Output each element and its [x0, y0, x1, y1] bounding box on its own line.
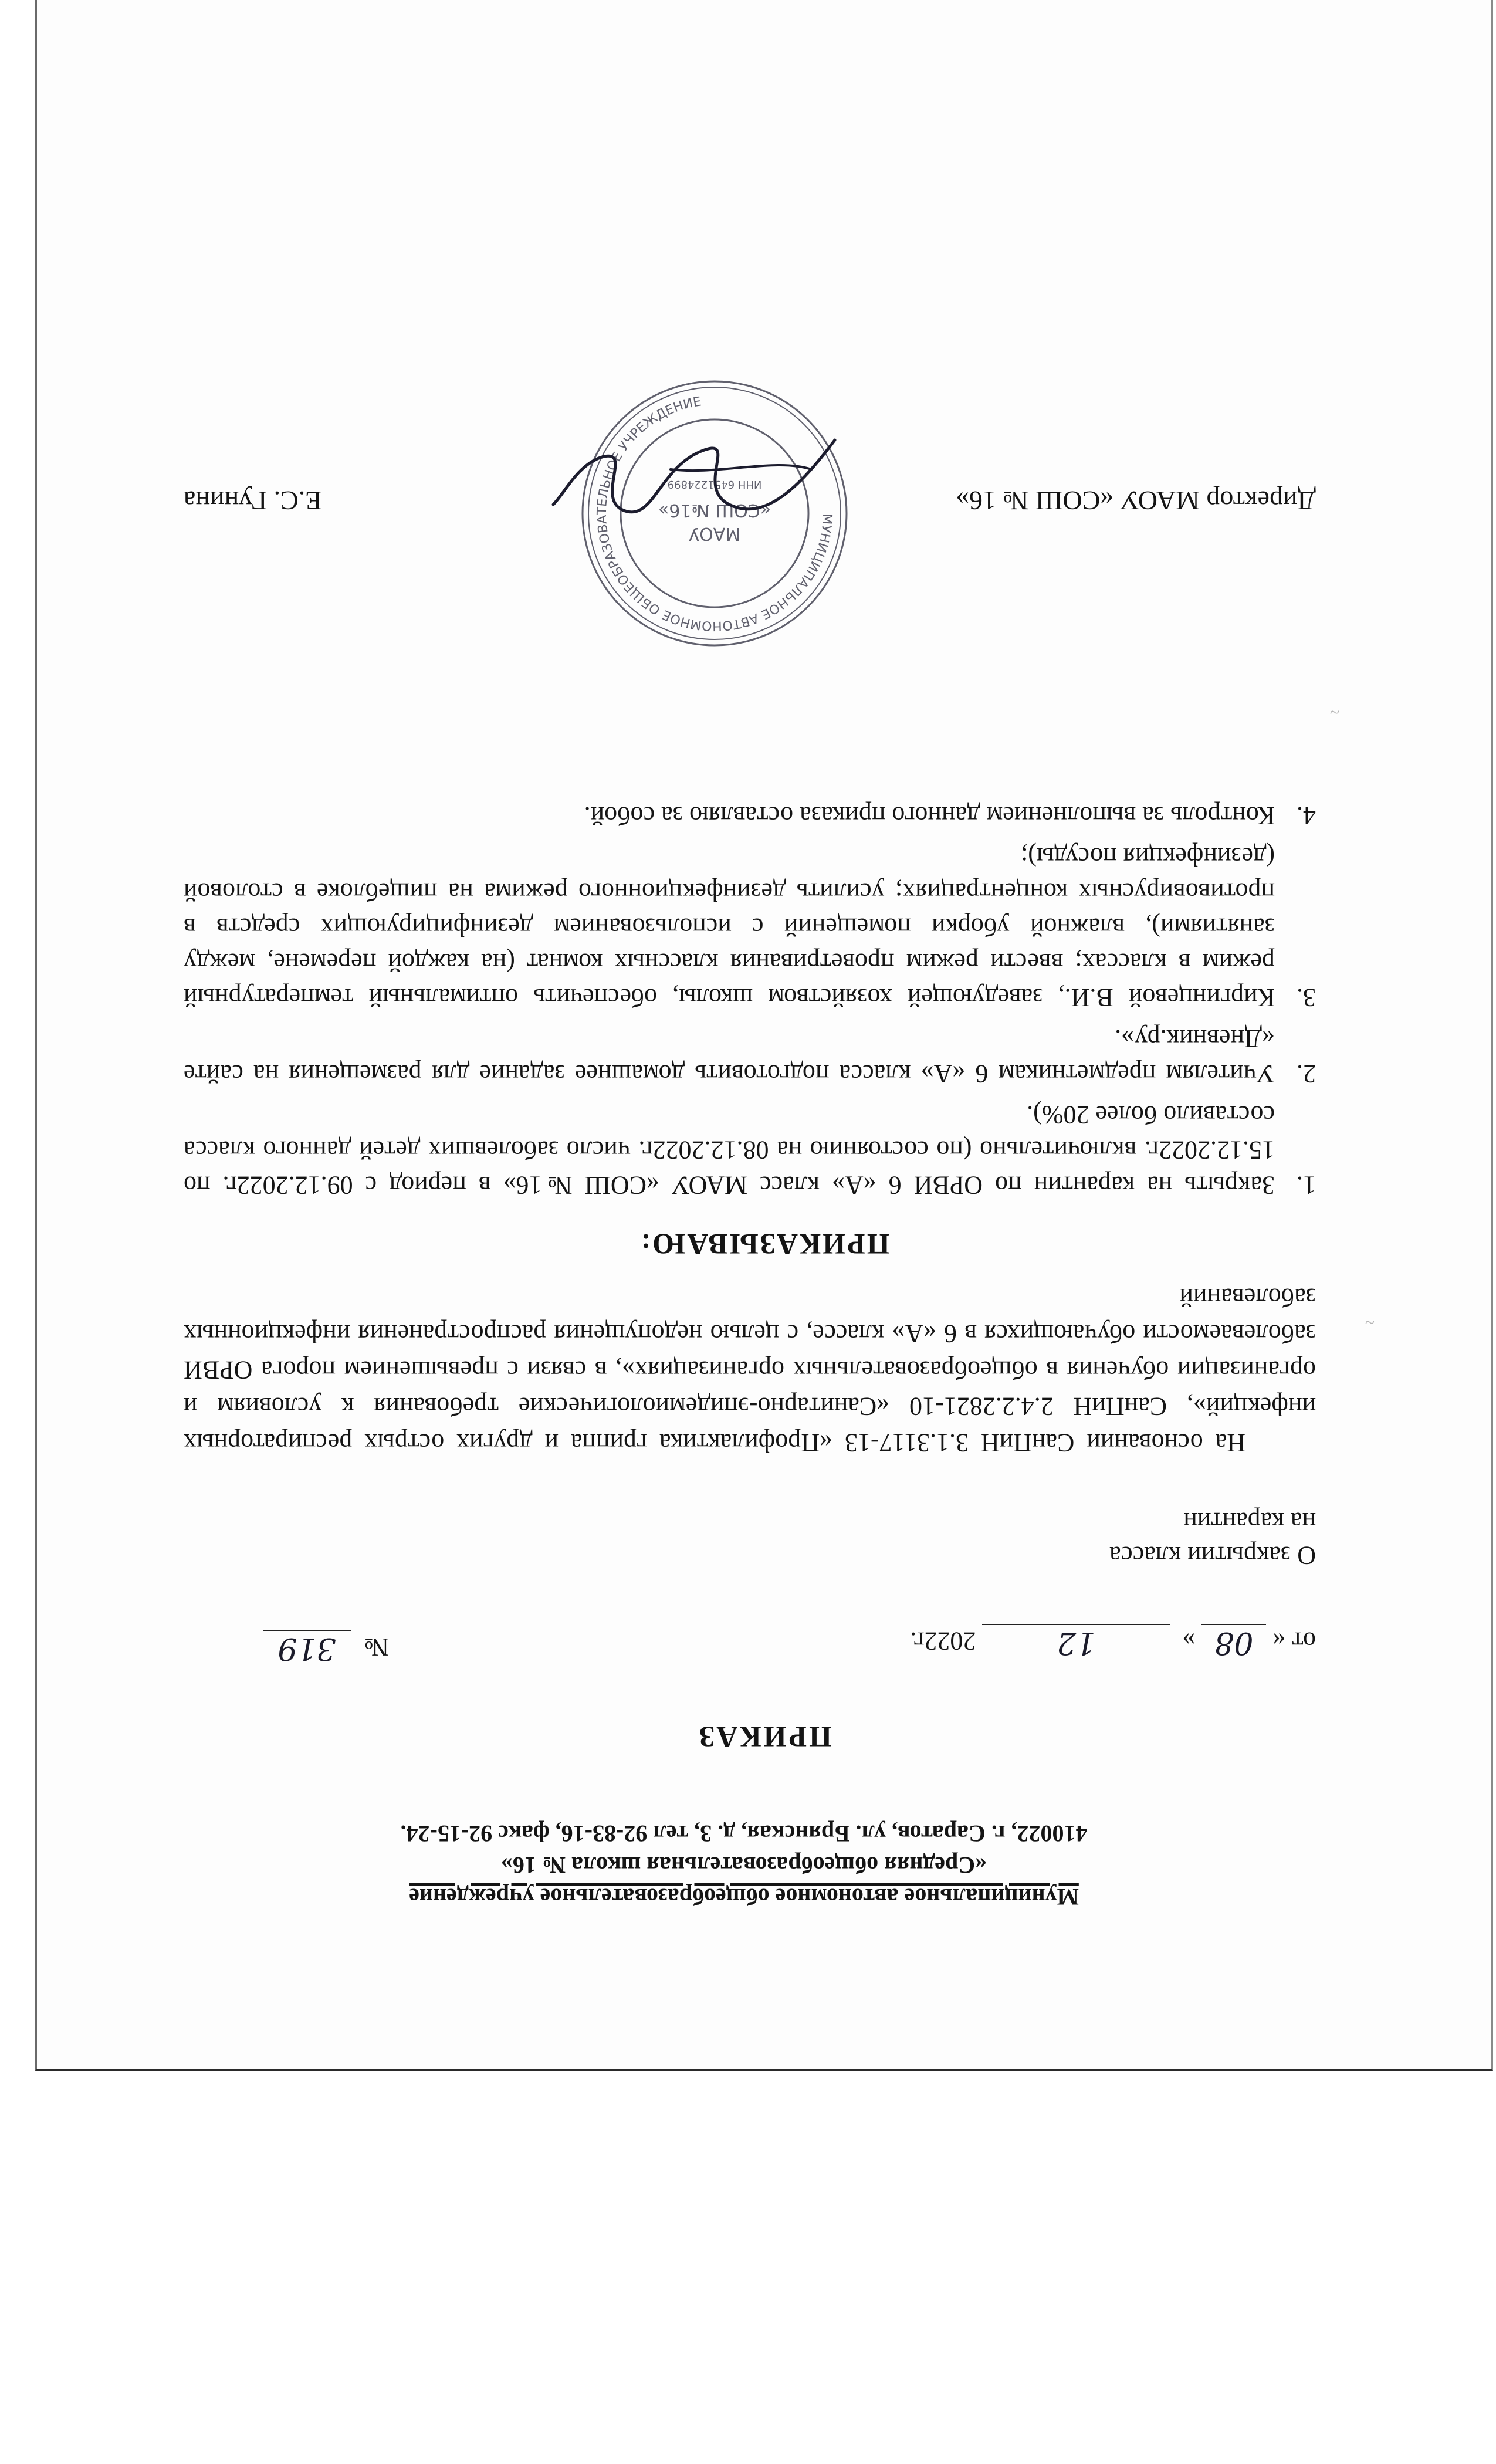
number-value: 319 — [263, 1630, 351, 1666]
number-prefix: № — [364, 1633, 389, 1661]
order-items — [184, 792, 1316, 1203]
item-text: Учителям предметникам 6 «А» класса подготовить домашнее задание для размещения на сайте «Дневник.ру». — [184, 1024, 1275, 1088]
stamp-ring-text: МУНИЦИПАЛЬНОЕ АВТОНОМНОЕ ОБЩЕОБРАЗОВАТЕЛЬНОЕ УЧРЕЖДЕНИЕ — [594, 394, 835, 634]
item-text: Контроль за выполнением данного приказа оставляю за собой. — [584, 801, 1275, 830]
date-sep: » — [1182, 1627, 1196, 1656]
item-number: 4. — [1297, 801, 1316, 830]
order-item — [184, 1021, 1316, 1091]
preamble-paragraph — [184, 1279, 1316, 1461]
letterhead — [319, 1817, 1169, 1913]
date-year: 2022г. — [910, 1627, 976, 1656]
scanned-sheet — [35, 0, 1493, 2071]
order-date — [910, 1624, 1316, 1660]
signer-role: Директор МАОУ «СОШ № 16» — [956, 486, 1316, 516]
letterhead-line-2: «Средняя общеобразовательная школа № 16» — [500, 1852, 987, 1879]
item-number: 3. — [1297, 983, 1316, 1012]
handwritten-signature — [541, 405, 847, 557]
order-subject — [1109, 1504, 1316, 1572]
scan-artifact: ~ — [1365, 1312, 1375, 1332]
date-prefix: от « — [1272, 1627, 1316, 1656]
upside-down-content — [37, 0, 1492, 2071]
letterhead-line-1: Муниципальное автономное общеобразовательное учреждение — [409, 1884, 1079, 1910]
preamble-text: На основании СанПиН 3.1.3117-13 «Профилактика гриппа и других острых респираторных инфекций», СанПиН 2.4.2.2821-10 «Санитарно-эпидемиологические требования к условиям и организации обучения в общеобразовательных организациях», в связи с превышением порога ОРВИ заболеваемости обучающихся в 6 «А» классе, с целью недопущения распространения инфекционных заболеваний — [184, 1283, 1316, 1457]
scan-artifact: ~ — [1329, 702, 1339, 722]
document-title: ПРИКАЗ — [697, 1721, 832, 1754]
order-heading: ПРИКАЗЫВАЮ: — [639, 1228, 890, 1261]
subject-line-2: на карантин — [1183, 1507, 1316, 1536]
stamp-center-2: «СОШ №16» — [658, 500, 771, 520]
order-item — [184, 798, 1316, 833]
date-month: 12 — [982, 1624, 1170, 1660]
stamp-center-1: МАОУ — [688, 523, 741, 544]
item-text: Киргинцевой В.И., заведующей хозяйством школы, обеспечить оптимальный температурный режим в классах; ввести режим проветривания классных комнат (на каждой перемене, между занятиями), влажной уборки помещений с использованием дезинфицирующих средств в противовирусных концентрациях; усилить дезинфекционного режима на пищеблоке в столовой (дезинфекция посуды); — [184, 842, 1275, 1012]
letterhead-address: 410022, г. Саратов, ул. Брянская, д. 3, тел 92-83-16, факс 92-15-24. — [400, 1820, 1088, 1847]
stamp-inn: ИНН 6451224899 — [667, 478, 762, 490]
order-number — [263, 1630, 389, 1666]
date-day: 08 — [1201, 1624, 1266, 1660]
item-number: 2. — [1297, 1060, 1316, 1088]
order-item — [184, 1097, 1316, 1203]
item-text: Закрыть на карантин по ОРВИ 6 «А» класс МАОУ «СОШ №16» в период с 09.12.2022г. по 15.12.2022г. включительно (по состоянию на 08.12.2022г. число заболевших детей данного класса составило более 20%). — [184, 1101, 1275, 1200]
order-item — [184, 839, 1316, 1015]
subject-line-1: О закрытии класса — [1109, 1541, 1316, 1570]
signer-name: Е.С. Гунина — [184, 486, 322, 516]
item-number: 1. — [1297, 1171, 1316, 1200]
